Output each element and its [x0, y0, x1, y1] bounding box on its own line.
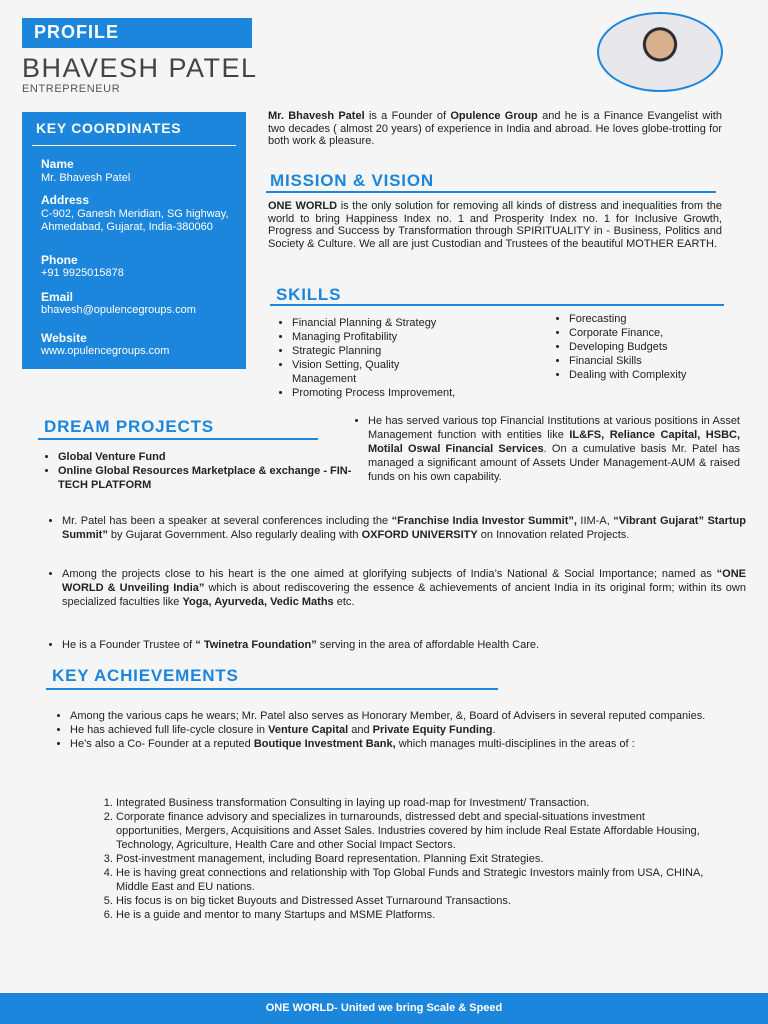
numbered-item: 3. Post-investment management, including Board representation. Planning Exit Strategies. — [116, 852, 706, 866]
intro-text-rest: and he is a Finance Evangelist with two decades ( almost 20 years) of experience in India and abroad. He loves globe-trotting for both work & pleasure. — [268, 110, 722, 147]
projects-subjects: Yoga, Ayurveda, Vedic Maths — [182, 596, 334, 608]
achievement-text: He’s also a Co- Founder at a reputed — [70, 738, 254, 750]
address-label: Address — [41, 193, 90, 207]
trustee-text: serving in the area of affordable Health Care. — [316, 639, 540, 651]
profile-label: PROFILE — [34, 22, 120, 42]
served-item — [368, 414, 740, 484]
speaker-list — [46, 514, 746, 542]
speaker-item — [62, 514, 746, 542]
numbered-item: 6. He is a guide and mentor to many Startups and MSME Platforms. — [116, 908, 706, 922]
skills-list-left — [276, 316, 542, 400]
served-text: He has served various top Financial Institutions at various positions in Asset Management function with entities like — [368, 415, 740, 441]
projects-name: “ONE WORLD & Unveiling India” — [62, 568, 746, 594]
name-label: Name — [41, 157, 74, 171]
person-name: BHAVESH PATEL — [22, 53, 258, 83]
achievement-item: • Among the various caps he wears; Mr. Patel also serves as Honorary Member, &, Board of Advisers in several reputed companies. — [70, 709, 754, 723]
skill-item: • Promoting Process Improvement, — [292, 386, 542, 400]
achievement-text: which manages multi-disciplines in the areas of : — [395, 738, 635, 750]
email-link[interactable]: bhavesh@opulencegroups.com — [41, 304, 196, 316]
key-achievements-title: KEY ACHIEVEMENTS — [52, 666, 239, 685]
achievement-text: and — [348, 724, 373, 736]
phone-value: +91 9925015878 — [41, 267, 124, 279]
skill-item: • Corporate Finance, — [569, 326, 768, 340]
skill-item: • Dealing with Complexity — [569, 368, 768, 382]
numbered-item: 2. Corporate finance advisory and specializes in turnarounds, distressed debt and special-situations investment opportunities, Mergers, Acquisitions and Asset Sales. Industries covered by him include Real Estate Affordable Housing, Technology, Agriculture, Health Care and other Social Impact Sectors. — [116, 810, 706, 852]
numbered-item: 4. He is having great connections and relationship with Top Global Funds and Strategic Investors mainly from USA, CHINA, Middle East and EU nations. — [116, 866, 706, 894]
speaker-text: by Gujarat Government. Also regularly dealing with — [107, 529, 362, 541]
address-value: C-902, Ganesh Meridian, SG highway, Ahmedabad, Gujarat, India-380060 — [41, 208, 229, 233]
dream-project-item: • Online Global Resources Marketplace & exchange - FIN-TECH PLATFORM — [58, 464, 358, 492]
name-value: Mr. Bhavesh Patel — [41, 172, 131, 184]
intro-text: is a Founder of — [364, 110, 451, 122]
divider — [32, 145, 236, 146]
numbered-item: 1. Integrated Business transformation Consulting in laying up road-map for Investment/ Transaction. — [116, 796, 706, 810]
dream-rule — [38, 438, 318, 440]
mission-paragraph — [268, 200, 722, 250]
key-coordinates-title: KEY COORDINATES — [36, 120, 182, 136]
achievements-rule — [46, 688, 498, 690]
served-text-rest: . On a cumulative basis Mr. Patel has managed a significant amount of Assets Under Management-AUM & raised funds on his own capability. — [368, 443, 740, 483]
skills-rule — [270, 304, 724, 306]
served-list — [352, 414, 740, 484]
profile-banner — [22, 18, 252, 48]
speaker-university: OXFORD UNIVERSITY — [361, 529, 478, 541]
intro-name: Mr. Bhavesh Patel — [268, 110, 365, 122]
mission-title: MISSION & VISION — [270, 171, 434, 190]
achievements-numbered-list — [98, 796, 706, 922]
trustee-text: He is a Founder Trustee of — [62, 639, 196, 651]
skill-item: • Forecasting — [569, 312, 768, 326]
footer-tagline: ONE WORLD- United we bring Scale & Speed — [0, 993, 768, 1024]
numbered-item: 5. His focus is on big ticket Buyouts and Distressed Asset Turnaround Transactions. — [116, 894, 706, 908]
intro-paragraph — [268, 110, 722, 148]
achievement-text: . — [492, 724, 496, 736]
profile-photo — [597, 12, 723, 92]
achievement-highlight: Venture Capital — [268, 724, 349, 736]
skill-item: • Managing Profitability — [292, 330, 542, 344]
phone-label: Phone — [41, 253, 78, 267]
skill-item: • Vision Setting, Quality Management — [292, 358, 452, 386]
dream-project-item: • Global Venture Fund — [58, 450, 358, 464]
speaker-event: “Vibrant Gujarat” Startup Summit” — [62, 515, 746, 541]
trustee-item — [62, 638, 746, 652]
achievement-item — [70, 737, 754, 751]
achievement-highlight: Private Equity Funding — [372, 724, 493, 736]
skill-item: • Developing Budgets — [569, 340, 768, 354]
speaker-text: on Innovation related Projects. — [477, 529, 630, 541]
trustee-foundation: “ Twinetra Foundation” — [195, 639, 317, 651]
email-label: Email — [41, 290, 74, 304]
skill-item: • Financial Planning & Strategy — [292, 316, 542, 330]
mission-text: is the only solution for removing all kinds of distress and inequalities from the world to bring Happiness Index no. 1 and Prosperity Index no. 1 for Inclusive Growth, Progress and Success by Transformation through SPIRITUALITY in - Business, Politics and Society & Culture. We all are just Custodian and Trustees of the beautiful MOTHER EARTH. — [268, 200, 722, 250]
achievement-highlight: Boutique Investment Bank, — [253, 738, 396, 750]
dream-projects-list — [42, 450, 358, 492]
projects-text: which is about rediscovering the essence & achievements of ancient India in its original form; within its own specialized faculties like — [62, 582, 746, 608]
achievement-text: He has achieved full life-cycle closure in — [70, 724, 269, 736]
website-link[interactable]: www.opulencegroups.com — [41, 345, 170, 357]
achievement-item — [70, 723, 754, 737]
projects-text: etc. — [333, 596, 355, 608]
mission-lead: ONE WORLD — [268, 200, 338, 212]
projects-list — [46, 567, 746, 609]
person-role: ENTREPRENEUR — [22, 83, 121, 95]
intro-company: Opulence Group — [450, 110, 538, 122]
speaker-event: “Franchise India Investor Summit”, — [391, 515, 577, 527]
skills-list-right — [553, 312, 768, 382]
skills-title: SKILLS — [276, 285, 342, 304]
speaker-text: IIM-A, — [576, 515, 614, 527]
skill-item: • Financial Skills — [569, 354, 768, 368]
trustee-list — [46, 638, 746, 652]
speaker-text: Mr. Patel has been a speaker at several conferences including the — [62, 515, 392, 527]
achievements-list — [54, 709, 754, 751]
key-coordinates-panel — [22, 112, 246, 369]
skill-item: • Strategic Planning — [292, 344, 542, 358]
website-label: Website — [41, 331, 87, 345]
served-entities: IL&FS, Reliance Capital, HSBC, Motilal Oswal Financial Services — [368, 429, 741, 455]
dream-projects-title: DREAM PROJECTS — [44, 417, 214, 436]
projects-item — [62, 567, 746, 609]
mission-rule — [266, 191, 716, 193]
projects-text: Among the projects close to his heart is the one aimed at glorifying subjects of India’s National & Social Importance; named as — [62, 568, 717, 580]
